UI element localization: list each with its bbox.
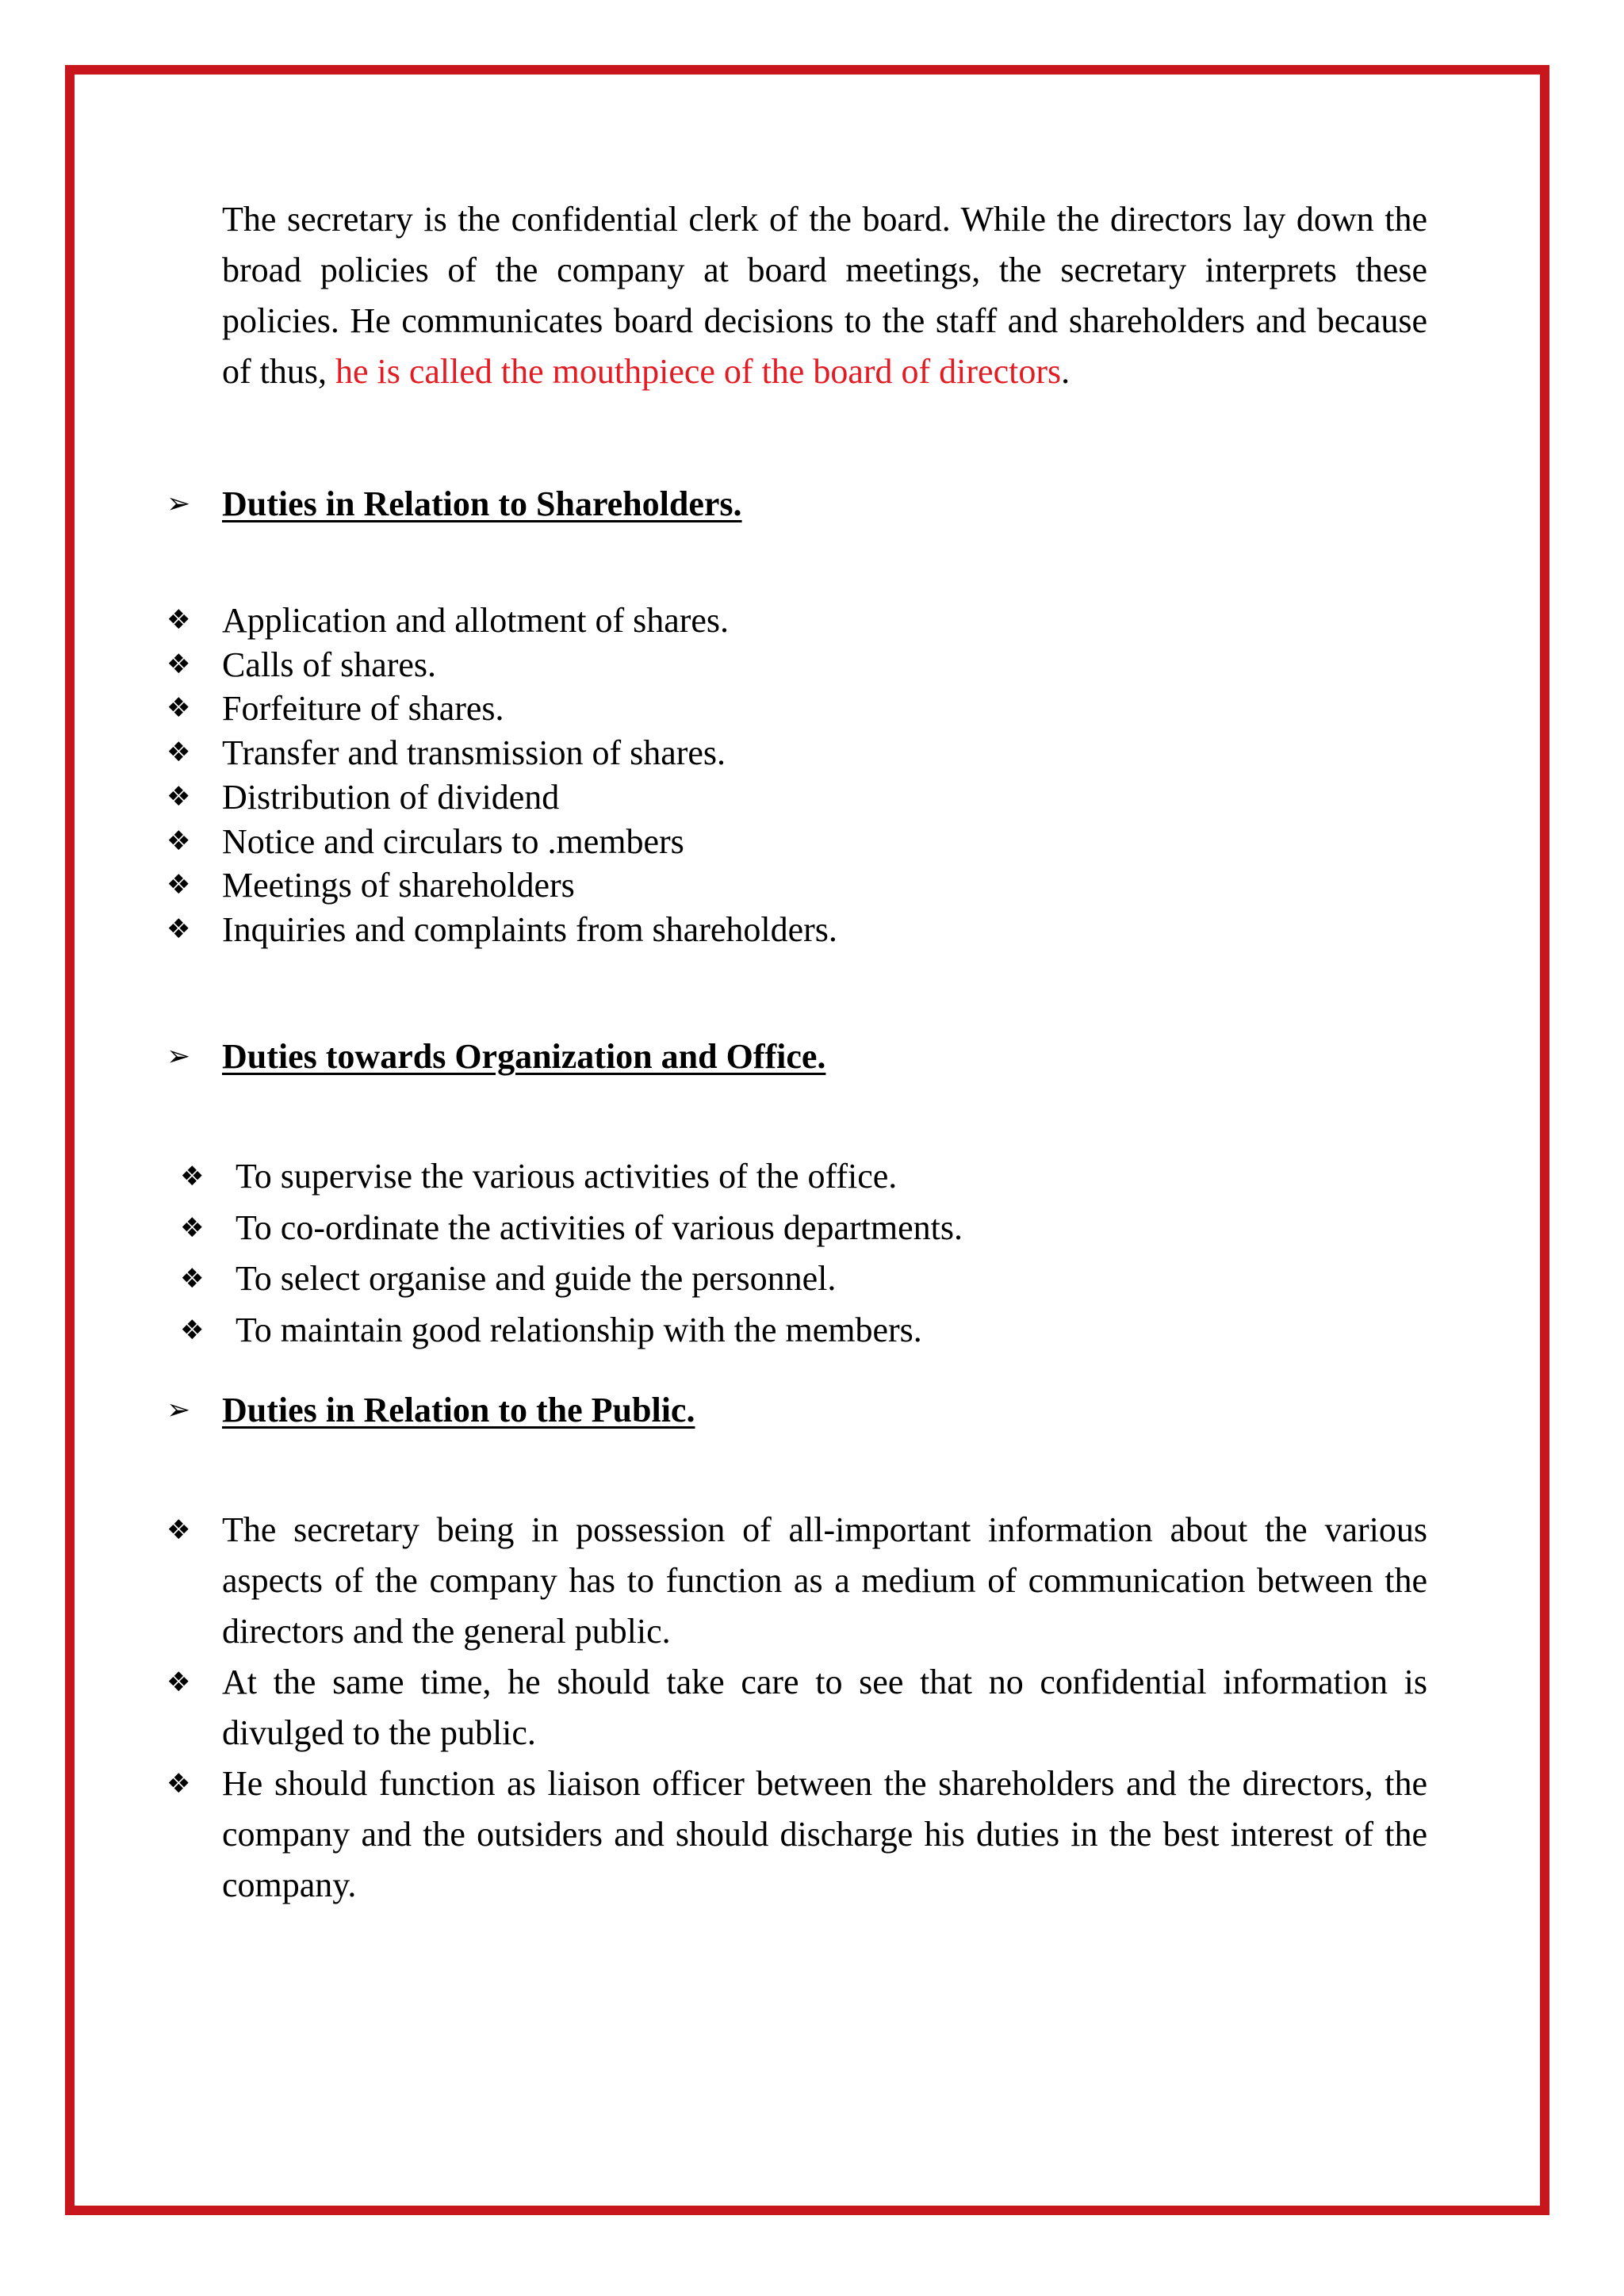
intro-text: The secretary is the confidential clerk of the board. While the directors lay down the broad policies of the company at board meetings, the secretary interprets these policies. He communicates board decisions to the staff and shareholders and because of thus, bbox=[222, 200, 1427, 391]
diamond-icon: ❖ bbox=[167, 1514, 191, 1546]
list-item bbox=[180, 1305, 1409, 1357]
diamond-icon: ❖ bbox=[167, 648, 191, 680]
diamond-icon: ❖ bbox=[180, 1161, 205, 1192]
list-item-text: Calls of shares. bbox=[222, 645, 437, 684]
public-duties-list bbox=[167, 1505, 1427, 1911]
list-item-text: At the same time, he should take care to see that no confidential information is divulged to the public. bbox=[222, 1663, 1427, 1752]
list-item-text: Distribution of dividend bbox=[222, 777, 560, 817]
list-item-text: Meetings of shareholders bbox=[222, 866, 575, 905]
list-item bbox=[167, 1758, 1427, 1911]
diamond-icon: ❖ bbox=[167, 692, 191, 725]
list-item-text: Notice and circulars to .members bbox=[222, 821, 684, 861]
section-heading-shareholders bbox=[167, 479, 742, 530]
intro-text-end: . bbox=[1061, 352, 1071, 391]
list-item-text: Inquiries and complaints from shareholders. bbox=[222, 909, 837, 949]
list-item-text: To select organise and guide the personnel. bbox=[236, 1259, 837, 1298]
diamond-icon: ❖ bbox=[167, 737, 191, 769]
arrow-icon: ➢ bbox=[167, 1040, 191, 1073]
list-item bbox=[167, 908, 1411, 952]
intro-paragraph bbox=[222, 194, 1427, 397]
diamond-icon: ❖ bbox=[167, 1768, 191, 1800]
diamond-icon: ❖ bbox=[167, 604, 191, 636]
list-item bbox=[167, 863, 1411, 908]
list-item-text: The secretary being in possession of all-important information about the various aspects of the company has to function as a medium of communication between the directors and the general public. bbox=[222, 1510, 1427, 1651]
section-heading-text: Duties in Relation to the Public. bbox=[222, 1391, 695, 1429]
list-item-text: To maintain good relationship with the members. bbox=[236, 1310, 922, 1349]
section-heading-text: Duties in Relation to Shareholders. bbox=[222, 484, 742, 523]
list-item-text: Application and allotment of shares. bbox=[222, 601, 730, 640]
list-item bbox=[180, 1203, 1409, 1254]
diamond-icon: ❖ bbox=[180, 1211, 205, 1244]
diamond-icon: ❖ bbox=[167, 1667, 191, 1698]
diamond-icon: ❖ bbox=[167, 913, 191, 945]
list-item bbox=[167, 731, 1411, 775]
list-item bbox=[180, 1253, 1409, 1305]
arrow-icon: ➢ bbox=[167, 488, 191, 520]
diamond-icon: ❖ bbox=[167, 825, 191, 857]
list-item bbox=[167, 1657, 1427, 1758]
list-item bbox=[167, 820, 1411, 864]
list-item bbox=[167, 643, 1411, 687]
list-item bbox=[167, 1505, 1427, 1657]
shareholder-duties-list bbox=[167, 599, 1411, 952]
list-item bbox=[167, 599, 1411, 643]
section-heading-organization bbox=[167, 1031, 825, 1082]
intro-highlight: he is called the mouthpiece of the board of directors bbox=[335, 352, 1062, 391]
diamond-icon: ❖ bbox=[167, 869, 191, 901]
diamond-icon: ❖ bbox=[180, 1314, 205, 1346]
diamond-icon: ❖ bbox=[180, 1263, 205, 1295]
list-item-text: He should function as liaison officer between the shareholders and the directors, the company and the outsiders and should discharge his duties in the best interest of the company. bbox=[222, 1764, 1427, 1904]
organization-duties-list bbox=[180, 1151, 1409, 1356]
section-heading-public bbox=[167, 1385, 695, 1436]
list-item bbox=[167, 775, 1411, 820]
list-item-text: Forfeiture of shares. bbox=[222, 689, 504, 729]
diamond-icon: ❖ bbox=[167, 780, 191, 813]
arrow-icon: ➢ bbox=[167, 1394, 191, 1426]
list-item-text: To co-ordinate the activities of various departments. bbox=[236, 1207, 963, 1247]
list-item-text: To supervise the various activities of the office. bbox=[236, 1157, 898, 1196]
list-item bbox=[180, 1151, 1409, 1203]
list-item-text: Transfer and transmission of shares. bbox=[222, 733, 726, 773]
list-item bbox=[167, 687, 1411, 731]
section-heading-text: Duties towards Organization and Office. bbox=[222, 1037, 826, 1076]
